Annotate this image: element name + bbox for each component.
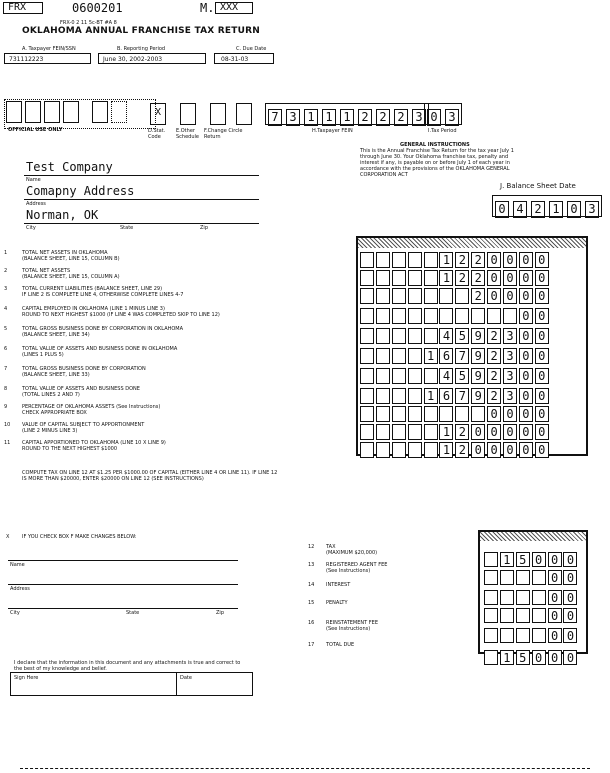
tax-amount-cell[interactable]: 0 bbox=[548, 570, 562, 585]
amount-cell[interactable]: 0 bbox=[519, 270, 533, 286]
amount-cell[interactable]: 2 bbox=[471, 270, 485, 286]
tax-amount-cell[interactable]: 0 bbox=[563, 650, 577, 665]
amount-cell[interactable]: 0 bbox=[519, 308, 533, 324]
amount-cell[interactable]: 2 bbox=[455, 442, 469, 458]
amount-cell[interactable] bbox=[360, 288, 374, 304]
amount-cell[interactable]: 0 bbox=[519, 348, 533, 364]
amount-cell[interactable] bbox=[376, 308, 390, 324]
reporting-period-label: B. Reporting Period bbox=[117, 46, 166, 52]
amount-cell[interactable]: 0 bbox=[487, 442, 501, 458]
line-4-num: 4 bbox=[4, 306, 8, 312]
tax-amount-grid bbox=[478, 530, 588, 665]
amount-cell[interactable]: 3 bbox=[503, 348, 517, 364]
amount-cell[interactable]: 0 bbox=[519, 388, 533, 404]
tax-line-17-num: 17 bbox=[308, 642, 315, 648]
amount-cell[interactable]: 5 bbox=[455, 328, 469, 344]
amount-cell[interactable] bbox=[376, 270, 390, 286]
amount-cell[interactable] bbox=[360, 252, 374, 268]
sign-here-label: Sign Here bbox=[14, 675, 39, 681]
amount-cell[interactable] bbox=[392, 388, 406, 404]
line-7-num: 7 bbox=[4, 366, 8, 372]
amount-cell[interactable] bbox=[455, 288, 469, 304]
line-11-label: CAPITAL APPORTIONED TO OKLAHOMA (LINE 10 X LINE 9) bbox=[22, 440, 166, 446]
amount-cell[interactable]: 0 bbox=[519, 328, 533, 344]
amount-cell[interactable]: 1 bbox=[424, 348, 438, 364]
line-1-sublabel: (BALANCE SHEET, LINE 15, COLUMN B) bbox=[22, 256, 120, 262]
amount-cell[interactable]: 1 bbox=[439, 270, 453, 286]
line-1-label: TOTAL NET ASSETS IN OKLAHOMA bbox=[22, 250, 108, 256]
tax-amount-cell[interactable] bbox=[516, 628, 530, 643]
tax-amount-cell[interactable] bbox=[500, 590, 514, 605]
amount-cell[interactable] bbox=[360, 368, 374, 384]
state-label: State bbox=[120, 225, 134, 231]
official-use-label: OFFICIAL USE ONLY bbox=[8, 127, 63, 133]
taxpayer-fein-value: 731112223 bbox=[4, 53, 91, 64]
line-9-label: PERCENTAGE OF OKLAHOMA ASSETS (See Instructions) bbox=[22, 404, 161, 410]
line-10-label: VALUE OF CAPITAL SUBJECT TO APPORTIONMENT bbox=[22, 422, 145, 428]
amount-cell[interactable]: 0 bbox=[519, 406, 533, 422]
tax-amount-cell[interactable] bbox=[484, 552, 498, 567]
main-amount-grid bbox=[356, 236, 588, 456]
taxpayer-fein-label: A. Taxpayer FEIN/SSN bbox=[22, 46, 76, 52]
amount-cell[interactable] bbox=[376, 288, 390, 304]
amount-cell[interactable]: 2 bbox=[487, 388, 501, 404]
line-5-num: 5 bbox=[4, 326, 8, 332]
tax-line-16-amount-row bbox=[484, 628, 579, 643]
amount-cell[interactable] bbox=[392, 288, 406, 304]
tax-amount-cell[interactable]: 0 bbox=[563, 590, 577, 605]
amount-cell[interactable]: 4 bbox=[439, 368, 453, 384]
amount-cell[interactable] bbox=[360, 442, 374, 458]
tax-amount-cell[interactable]: 0 bbox=[563, 628, 577, 643]
tax-amount-cell[interactable]: 0 bbox=[563, 570, 577, 585]
amount-cell[interactable]: 1 bbox=[424, 388, 438, 404]
tax-amount-cell[interactable] bbox=[484, 608, 498, 623]
amount-cell[interactable] bbox=[360, 328, 374, 344]
company-name-label: Name bbox=[26, 177, 41, 183]
amount-cell[interactable] bbox=[408, 348, 422, 364]
tax-amount-cell[interactable] bbox=[500, 608, 514, 623]
amount-cell[interactable] bbox=[408, 308, 422, 324]
amount-cell[interactable] bbox=[424, 368, 438, 384]
amount-cell[interactable] bbox=[360, 270, 374, 286]
tax-amount-cell[interactable] bbox=[516, 590, 530, 605]
company-name: Test Company bbox=[26, 160, 113, 174]
tax-amount-cell[interactable]: 0 bbox=[548, 552, 562, 567]
line-2-label: TOTAL NET ASSETS bbox=[22, 268, 71, 274]
change-box-1[interactable] bbox=[210, 103, 229, 125]
line-1-amount-row bbox=[360, 252, 551, 268]
amount-cell[interactable]: 1 bbox=[439, 442, 453, 458]
amount-cell[interactable]: 2 bbox=[455, 424, 469, 440]
amount-cell[interactable] bbox=[376, 348, 390, 364]
amount-cell[interactable] bbox=[360, 308, 374, 324]
amount-cell[interactable]: 9 bbox=[471, 388, 485, 404]
changes-name-label: Name bbox=[10, 562, 25, 568]
line-6-amount-row bbox=[360, 348, 551, 364]
company-address: Comapny Address bbox=[26, 184, 135, 198]
other-schedule-box[interactable] bbox=[180, 103, 199, 125]
line-5-amount-row bbox=[360, 328, 551, 344]
amount-cell[interactable] bbox=[424, 442, 438, 458]
stat-code-label: D.Stat. Code bbox=[148, 128, 166, 140]
amount-cell[interactable] bbox=[360, 388, 374, 404]
amount-cell[interactable] bbox=[471, 406, 485, 422]
mark-prefix: M. bbox=[200, 1, 215, 15]
company-address-label: Address bbox=[26, 201, 46, 207]
line-10-sublabel: (LINE 2 MINUS LINE 3) bbox=[22, 428, 78, 434]
line-6-sublabel: (LINES 1 PLUS 5) bbox=[22, 352, 64, 358]
amount-cell[interactable]: 0 bbox=[519, 252, 533, 268]
amount-cell[interactable] bbox=[439, 308, 453, 324]
changes-city-label: City bbox=[10, 610, 20, 616]
tax-amount-cell[interactable]: 5 bbox=[516, 650, 530, 665]
tax-amount-cell[interactable] bbox=[500, 570, 514, 585]
tax-amount-cell[interactable] bbox=[484, 628, 498, 643]
form-number: 0600201 bbox=[72, 1, 123, 15]
amount-cell[interactable]: 5 bbox=[455, 368, 469, 384]
amount-cell[interactable] bbox=[360, 406, 374, 422]
tax-line-17-amount-row bbox=[484, 650, 579, 665]
company-city-state: Norman, OK bbox=[26, 208, 99, 222]
tax-amount-cell[interactable] bbox=[484, 570, 498, 585]
amount-cell[interactable]: 0 bbox=[487, 406, 501, 422]
amount-cell[interactable] bbox=[376, 368, 390, 384]
tax-line-14-num: 14 bbox=[308, 582, 315, 588]
changes-num: X bbox=[6, 534, 10, 540]
amount-cell[interactable]: 1 bbox=[439, 252, 453, 268]
changes-zip-label: Zip bbox=[216, 610, 224, 616]
amount-cell[interactable] bbox=[503, 308, 517, 324]
amount-cell[interactable] bbox=[408, 388, 422, 404]
line-7-amount-row bbox=[360, 368, 551, 384]
line-8-num: 8 bbox=[4, 386, 8, 392]
tax-amount-cell[interactable]: 0 bbox=[532, 552, 546, 567]
tax-amount-cell[interactable]: 0 bbox=[548, 590, 562, 605]
amount-cell[interactable] bbox=[408, 328, 422, 344]
amount-cell[interactable] bbox=[408, 252, 422, 268]
form-title: OKLAHOMA ANNUAL FRANCHISE TAX RETURN bbox=[22, 26, 260, 36]
amount-cell[interactable] bbox=[392, 348, 406, 364]
line-11-amount-row bbox=[360, 442, 551, 458]
line-2-num: 2 bbox=[4, 268, 8, 274]
amount-cell[interactable]: 0 bbox=[503, 270, 517, 286]
tax-period-boxes: 0 3 bbox=[424, 103, 462, 125]
line-9-sublabel: CHECK APPROPRIATE BOX bbox=[22, 410, 87, 416]
tax-amount-cell[interactable] bbox=[516, 608, 530, 623]
official-use-boxes bbox=[4, 99, 156, 129]
amount-cell[interactable]: 6 bbox=[439, 388, 453, 404]
amount-cell[interactable]: 0 bbox=[519, 442, 533, 458]
tax-amount-cell[interactable]: 5 bbox=[516, 552, 530, 567]
tax-line-12-amount-row bbox=[484, 552, 579, 567]
line-6-label: TOTAL VALUE OF ASSETS AND BUSINESS DONE IN OKLAHOMA bbox=[22, 346, 178, 352]
amount-cell[interactable] bbox=[360, 348, 374, 364]
due-date-label: C. Due Date bbox=[236, 46, 267, 52]
amount-cell[interactable]: 3 bbox=[503, 328, 517, 344]
line-3-label: TOTAL CURRENT LIABILITIES (BALANCE SHEET, LINE 29) bbox=[22, 286, 163, 292]
amount-cell[interactable]: 6 bbox=[439, 348, 453, 364]
line-8-amount-row bbox=[360, 388, 551, 404]
amount-cell[interactable] bbox=[392, 328, 406, 344]
amount-cell[interactable]: 0 bbox=[503, 424, 517, 440]
amount-cell[interactable]: 7 bbox=[455, 388, 469, 404]
tax-line-16-label: REINSTATEMENT FEE bbox=[326, 620, 378, 626]
line-4-label: CAPITAL EMPLOYED IN OKLAHOMA (LINE 1 MINUS LINE 3) bbox=[22, 306, 165, 312]
change-box-2[interactable] bbox=[236, 103, 255, 125]
amount-cell[interactable] bbox=[424, 424, 438, 440]
tax-amount-cell[interactable]: 0 bbox=[548, 628, 562, 643]
amount-cell[interactable]: 2 bbox=[455, 270, 469, 286]
line-11-sublabel: ROUND TO THE NEXT HIGHEST $1000 bbox=[22, 446, 118, 452]
tax-amount-cell[interactable]: 1 bbox=[500, 650, 514, 665]
tax-line-14-amount-row bbox=[484, 590, 579, 605]
amount-cell[interactable] bbox=[408, 368, 422, 384]
amount-cell[interactable] bbox=[424, 288, 438, 304]
amount-cell[interactable] bbox=[424, 328, 438, 344]
amount-cell[interactable] bbox=[392, 368, 406, 384]
amount-cell[interactable] bbox=[376, 328, 390, 344]
amount-cell[interactable] bbox=[408, 424, 422, 440]
amount-cell[interactable] bbox=[376, 406, 390, 422]
tax-amount-cell[interactable]: 0 bbox=[548, 650, 562, 665]
line-3-num: 3 bbox=[4, 286, 8, 292]
tax-line-15-label: PENALTY bbox=[326, 600, 348, 606]
amount-cell[interactable]: 0 bbox=[519, 288, 533, 304]
amount-cell[interactable]: 0 bbox=[535, 348, 549, 364]
amount-cell[interactable]: 0 bbox=[503, 252, 517, 268]
amount-cell[interactable]: 0 bbox=[535, 368, 549, 384]
instructions-text: This is the Annual Franchise Tax Return for the tax year July 1 through June 30. Your Oklahoma franchise tax, penalty and interest if any, is payable on or before July 1 of each year in accordance with the provisions of the OKLAHOMA GENERAL CORPORATION ACT bbox=[360, 148, 514, 178]
amount-cell[interactable]: 0 bbox=[519, 368, 533, 384]
tax-amount-cell[interactable] bbox=[484, 650, 498, 665]
reporting-period-value: June 30, 2002-2003 bbox=[98, 53, 206, 64]
line-2-amount-row bbox=[360, 270, 551, 286]
line-3-sublabel: IF LINE 2 IS COMPLETE LINE 4, OTHERWISE COMPLETE LINES 4-7 bbox=[22, 292, 184, 298]
amount-cell[interactable] bbox=[408, 288, 422, 304]
line-9-num: 9 bbox=[4, 404, 8, 410]
form-code: FRX bbox=[3, 2, 43, 14]
amount-cell[interactable]: 2 bbox=[487, 328, 501, 344]
amount-cell[interactable] bbox=[471, 308, 485, 324]
tax-amount-cell[interactable] bbox=[516, 570, 530, 585]
amount-cell[interactable] bbox=[360, 424, 374, 440]
declaration-text: I declare that the information in this document and any attachments is true and correct to the best of my knowledge and belief. bbox=[14, 660, 241, 672]
tax-amount-cell[interactable] bbox=[500, 628, 514, 643]
amount-cell[interactable] bbox=[439, 406, 453, 422]
other-schedule-label: E.Other Schedule bbox=[176, 128, 199, 140]
amount-cell[interactable] bbox=[376, 388, 390, 404]
line-5-label: TOTAL GROSS BUSINESS DONE BY CORPORATION IN OKLAHOMA bbox=[22, 326, 184, 332]
tax-amount-cell[interactable]: 0 bbox=[563, 608, 577, 623]
amount-cell[interactable] bbox=[392, 308, 406, 324]
amount-cell[interactable]: 2 bbox=[487, 348, 501, 364]
line-4-amount-row bbox=[360, 308, 551, 324]
tax-line-12-label: TAX bbox=[326, 544, 336, 550]
amount-cell[interactable]: 0 bbox=[535, 270, 549, 286]
due-date-value: 08-31-03 bbox=[214, 53, 274, 64]
amount-cell[interactable] bbox=[392, 252, 406, 268]
tax-line-16-num: 16 bbox=[308, 620, 315, 626]
line-8-label: TOTAL VALUE OF ASSETS AND BUSINESS DONE bbox=[22, 386, 140, 392]
amount-cell[interactable] bbox=[376, 252, 390, 268]
tax-amount-cell[interactable] bbox=[532, 608, 546, 623]
amount-cell[interactable] bbox=[408, 442, 422, 458]
amount-cell[interactable]: 0 bbox=[487, 252, 501, 268]
line-10-num: 10 bbox=[4, 422, 11, 428]
tax-amount-cell[interactable] bbox=[484, 590, 498, 605]
amount-cell[interactable]: 0 bbox=[503, 406, 517, 422]
stat-code-box: X bbox=[150, 103, 169, 125]
amount-cell[interactable] bbox=[392, 406, 406, 422]
date-label: Date bbox=[180, 675, 192, 681]
amount-cell[interactable]: 9 bbox=[471, 328, 485, 344]
line-1-num: 1 bbox=[4, 250, 8, 256]
amount-cell[interactable]: 2 bbox=[455, 252, 469, 268]
line-11-num: 11 bbox=[4, 440, 11, 446]
amount-cell[interactable]: 0 bbox=[471, 442, 485, 458]
amount-cell[interactable]: 7 bbox=[455, 348, 469, 364]
amount-cell[interactable]: 0 bbox=[487, 288, 501, 304]
balance-sheet-date-boxes: 0 4 2 1 0 3 bbox=[492, 195, 602, 217]
changes-address-label: Address bbox=[10, 586, 30, 592]
amount-cell[interactable]: 0 bbox=[535, 288, 549, 304]
change-return-label: F.Change Circle Return bbox=[204, 128, 243, 140]
amount-cell[interactable] bbox=[392, 270, 406, 286]
line-7-sublabel: (BALANCE SHEET, LINE 33) bbox=[22, 372, 90, 378]
line-4-sublabel: ROUND TO NEXT HIGHEST $1000 (IF LINE 4 WAS COMPLETED SKIP TO LINE 12) bbox=[22, 312, 220, 318]
changes-text: IF YOU CHECK BOX F MAKE CHANGES BELOW: bbox=[22, 534, 137, 540]
tax-amount-cell[interactable]: 0 bbox=[563, 552, 577, 567]
amount-cell[interactable] bbox=[424, 308, 438, 324]
tax-line-13-sublabel: (See Instructions) bbox=[326, 568, 371, 574]
tax-line-15-num: 15 bbox=[308, 600, 315, 606]
instructions-heading: GENERAL INSTRUCTIONS bbox=[400, 142, 470, 148]
amount-cell[interactable] bbox=[487, 308, 501, 324]
amount-cell[interactable]: 2 bbox=[471, 288, 485, 304]
amount-cell[interactable] bbox=[439, 288, 453, 304]
amount-cell[interactable]: 4 bbox=[439, 328, 453, 344]
amount-cell[interactable]: 0 bbox=[535, 388, 549, 404]
tax-line-12-sublabel: (MAXIMUM $20,000) bbox=[326, 550, 378, 556]
compute-tax-text: COMPUTE TAX ON LINE 12 AT $1.25 PER $1000.00 OF CAPITAL (EITHER LINE 4 OR LINE 11). IF LINE 12 IS MORE THAN $20000, ENTER $20000 ON LINE 12 (SEE INSTRUCTIONS) bbox=[22, 470, 278, 482]
amount-cell[interactable]: 0 bbox=[535, 252, 549, 268]
amount-cell[interactable]: 0 bbox=[503, 288, 517, 304]
tax-line-15-amount-row bbox=[484, 608, 579, 623]
amount-cell[interactable]: 0 bbox=[535, 424, 549, 440]
tax-line-13-amount-row bbox=[484, 570, 579, 585]
tax-line-16-sublabel: (See Instructions) bbox=[326, 626, 371, 632]
amount-cell[interactable] bbox=[424, 406, 438, 422]
tax-period-label: I.Tax Period bbox=[428, 128, 457, 134]
amount-cell[interactable] bbox=[455, 406, 469, 422]
tax-amount-cell[interactable] bbox=[532, 570, 546, 585]
amount-cell[interactable]: 0 bbox=[471, 424, 485, 440]
tax-amount-cell[interactable]: 0 bbox=[532, 650, 546, 665]
tax-line-12-num: 12 bbox=[308, 544, 315, 550]
changes-state-label: State bbox=[126, 610, 140, 616]
fein-label: H.Taxpayer FEIN bbox=[312, 128, 353, 134]
amount-cell[interactable]: 2 bbox=[487, 368, 501, 384]
tax-amount-cell[interactable] bbox=[532, 628, 546, 643]
line-5-sublabel: (BALANCE SHEET, LINE 34) bbox=[22, 332, 90, 338]
amount-cell[interactable] bbox=[408, 406, 422, 422]
line-9-amount-row bbox=[360, 406, 551, 422]
amount-cell[interactable]: 3 bbox=[503, 388, 517, 404]
amount-cell[interactable]: 0 bbox=[535, 308, 549, 324]
mark-suffix: XXX bbox=[215, 2, 253, 14]
amount-cell[interactable] bbox=[392, 442, 406, 458]
tax-amount-cell[interactable]: 0 bbox=[548, 608, 562, 623]
tax-amount-cell[interactable] bbox=[532, 590, 546, 605]
amount-cell[interactable] bbox=[424, 270, 438, 286]
city-label: City bbox=[26, 225, 36, 231]
tax-line-14-label: INTEREST bbox=[326, 582, 351, 588]
amount-cell[interactable]: 9 bbox=[471, 348, 485, 364]
amount-cell[interactable] bbox=[455, 308, 469, 324]
amount-cell[interactable]: 3 bbox=[503, 368, 517, 384]
tax-line-13-label: REGISTERED AGENT FEE bbox=[326, 562, 388, 568]
line-10-amount-row bbox=[360, 424, 551, 440]
line-2-sublabel: (BALANCE SHEET, LINE 15, COLUMN A) bbox=[22, 274, 120, 280]
amount-cell[interactable]: 0 bbox=[487, 270, 501, 286]
tax-line-13-num: 13 bbox=[308, 562, 315, 568]
amount-cell[interactable] bbox=[376, 442, 390, 458]
signature-box[interactable] bbox=[10, 672, 253, 696]
amount-cell[interactable]: 2 bbox=[471, 252, 485, 268]
line-3-amount-row bbox=[360, 288, 551, 304]
amount-cell[interactable]: 9 bbox=[471, 368, 485, 384]
line-6-num: 6 bbox=[4, 346, 8, 352]
zip-label: Zip bbox=[200, 225, 208, 231]
amount-cell[interactable]: 0 bbox=[535, 328, 549, 344]
amount-cell[interactable] bbox=[392, 424, 406, 440]
amount-cell[interactable]: 0 bbox=[519, 424, 533, 440]
tax-line-17-label: TOTAL DUE bbox=[326, 642, 355, 648]
amount-cell[interactable]: 0 bbox=[535, 442, 549, 458]
amount-cell[interactable] bbox=[376, 424, 390, 440]
amount-cell[interactable]: 0 bbox=[503, 442, 517, 458]
balance-sheet-label: J. Balance Sheet Date bbox=[500, 182, 576, 190]
amount-cell[interactable]: 0 bbox=[535, 406, 549, 422]
amount-cell[interactable] bbox=[424, 252, 438, 268]
fein-digit-boxes: 7 3 1 1 1 2 2 2 3 bbox=[265, 103, 429, 125]
amount-cell[interactable]: 0 bbox=[487, 424, 501, 440]
amount-cell[interactable]: 1 bbox=[439, 424, 453, 440]
line-8-sublabel: (TOTAL LINES 2 AND 7) bbox=[22, 392, 80, 398]
revision-code: FRX-0 2 11 5c-BT #A 8 bbox=[60, 20, 117, 26]
tax-amount-cell[interactable]: 1 bbox=[500, 552, 514, 567]
amount-cell[interactable] bbox=[408, 270, 422, 286]
line-7-label: TOTAL GROSS BUSINESS DONE BY CORPORATION bbox=[22, 366, 146, 372]
